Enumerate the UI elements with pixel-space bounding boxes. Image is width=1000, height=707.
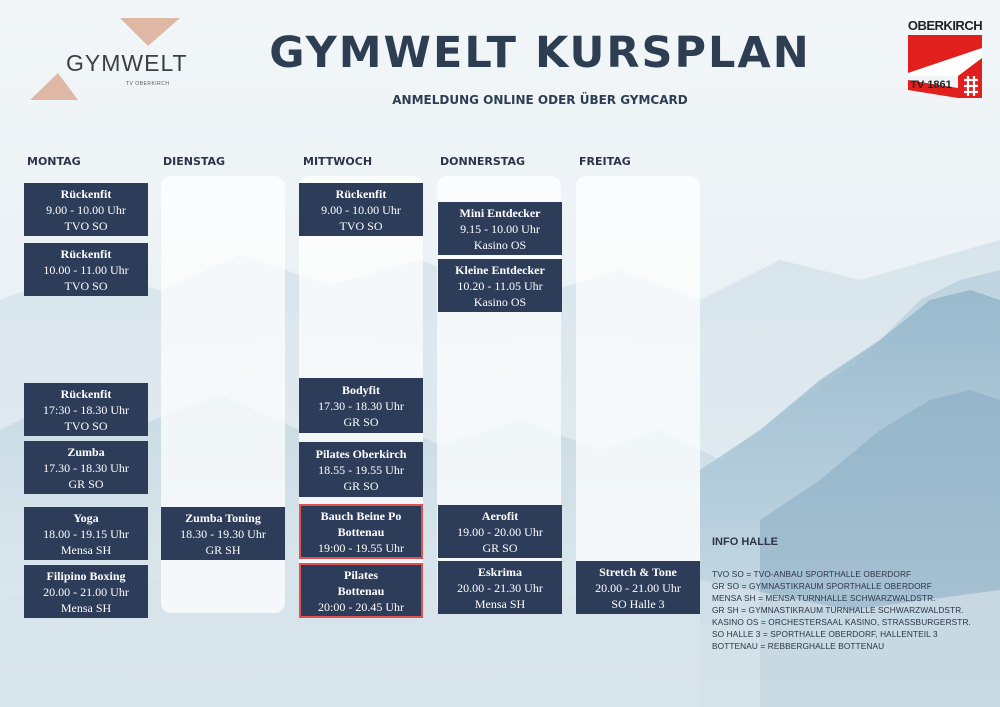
course-name: Eskrima [477,564,522,579]
info-line: MENSA SH = MENSA TURNHALLE SCHWARZWALDSTR. [712,593,936,603]
course-time: 20:00 - 20.45 Uhr [318,599,404,614]
course-time: 10.00 - 11.00 Uhr [43,262,129,277]
column-freitag [576,176,700,613]
info-line: GR SO = GYMNASTIKRAUM SPORTHALLE OBERDORF [712,581,932,591]
course-place: Mensa SH [60,542,112,557]
club-badge [906,18,984,98]
info-line: GR SH = GYMNASTIKRAUM TURNHALLE SCHWARZWALDSTR. [712,605,964,615]
course-name: Zumba Toning [185,510,261,525]
course-place: GR SO [482,540,518,555]
course-place: Kasino OS [473,294,527,309]
course-time: 9.15 - 10.00 Uhr [460,221,540,236]
course-place: TVO SO [339,218,383,233]
course-place: GR SH [205,542,241,557]
badge-bottom-text: TV 1861 [910,79,952,91]
course-name: Pilates Oberkirch [315,446,407,461]
course-time: 19.00 - 20.00 Uhr [457,524,543,539]
day-header-donnerstag: DONNERSTAG [440,155,525,168]
course-place: GR SO [343,478,379,493]
course-time: 9.00 - 10.00 Uhr [321,202,401,217]
course-name: Rückenfit [60,386,112,401]
course-time: 10.20 - 11.05 Uhr [457,278,543,293]
course-card[interactable] [299,442,423,497]
page-subtitle: ANMELDUNG ONLINE ODER ÜBER GYMCARD [392,93,688,107]
info-line: KASINO OS = ORCHESTERSAAL KASINO, STRASSBURGERSTR. [712,617,971,627]
course-card[interactable] [438,202,562,255]
course-name: Bauch Beine Po [320,508,402,523]
course-card[interactable] [438,259,562,312]
course-time: 20.00 - 21.00 Uhr [595,580,681,595]
course-card[interactable] [576,561,700,614]
course-card[interactable] [24,441,148,494]
course-name: Rückenfit [335,186,387,201]
course-time: 20.00 - 21.00 Uhr [43,584,129,599]
course-place: Mensa SH [474,596,526,611]
course-time: 18.00 - 19.15 Uhr [43,526,129,541]
course-card[interactable] [299,183,423,236]
day-header-mittwoch: MITTWOCH [303,155,373,168]
day-header-montag: MONTAG [27,155,81,168]
course-name: Pilates [344,567,378,582]
course-card[interactable] [24,183,148,236]
badge-top-text: OBERKIRCH [907,18,983,33]
course-card[interactable] [24,383,148,436]
course-place: GR SO [343,414,379,429]
course-card[interactable] [24,565,148,618]
course-time: 20.00 - 21.30 Uhr [457,580,543,595]
course-name: Rückenfit [60,186,112,201]
info-title: INFO HALLE [712,536,778,548]
course-time: 18.30 - 19.30 Uhr [180,526,266,541]
info-line: TVO SO = TVO-ANBAU SPORTHALLE OBERDORF [712,569,912,579]
logo-text: GYMWELT [66,50,188,76]
course-time: 17.30 - 18.30 Uhr [43,460,129,475]
day-header-dienstag: DIENSTAG [163,155,226,168]
course-card-highlighted[interactable] [299,563,423,618]
course-time: 19:00 - 19.55 Uhr [318,540,404,555]
course-place: TVO SO [64,218,108,233]
course-name: Bodyfit [341,382,380,397]
info-halle-legend [712,536,971,652]
course-card-highlighted[interactable] [299,504,423,559]
course-place: Bottenau [337,583,385,598]
course-place: GR SO [68,476,104,491]
course-card[interactable] [438,505,562,558]
course-time: 17:30 - 18.30 Uhr [43,402,129,417]
course-time: 18.55 - 19.55 Uhr [318,462,404,477]
course-name: Filipino Boxing [46,568,126,583]
course-name: Stretch & Tone [599,564,677,579]
info-line: BOTTENAU = REBBERGHALLE BOTTENAU [712,641,885,651]
course-name: Rückenfit [60,246,112,261]
course-place: Kasino OS [473,237,527,252]
course-name: Yoga [73,510,99,525]
course-card[interactable] [24,507,148,560]
course-time: 17.30 - 18.30 Uhr [318,398,404,413]
course-name: Kleine Entdecker [455,262,545,277]
course-place: SO Halle 3 [611,596,665,611]
course-card[interactable] [161,507,285,560]
course-card[interactable] [24,243,148,296]
course-card[interactable] [438,561,562,614]
logo-subtext: TV OBERKIRCH [126,81,170,87]
course-place: Bottenau [337,524,385,539]
course-name: Mini Entdecker [459,205,541,220]
course-name: Zumba [67,444,105,459]
day-header-freitag: FREITAG [579,155,631,168]
page-title: GYMWELT KURSPLAN [269,28,811,78]
course-time: 9.00 - 10.00 Uhr [46,202,126,217]
course-name: Aerofit [481,508,519,523]
course-place: TVO SO [64,418,108,433]
course-place: Mensa SH [60,600,112,615]
course-place: TVO SO [64,278,108,293]
info-line: SO HALLE 3 = SPORTHALLE OBERDORF, HALLENTEIL 3 [712,629,938,639]
course-card[interactable] [299,378,423,433]
